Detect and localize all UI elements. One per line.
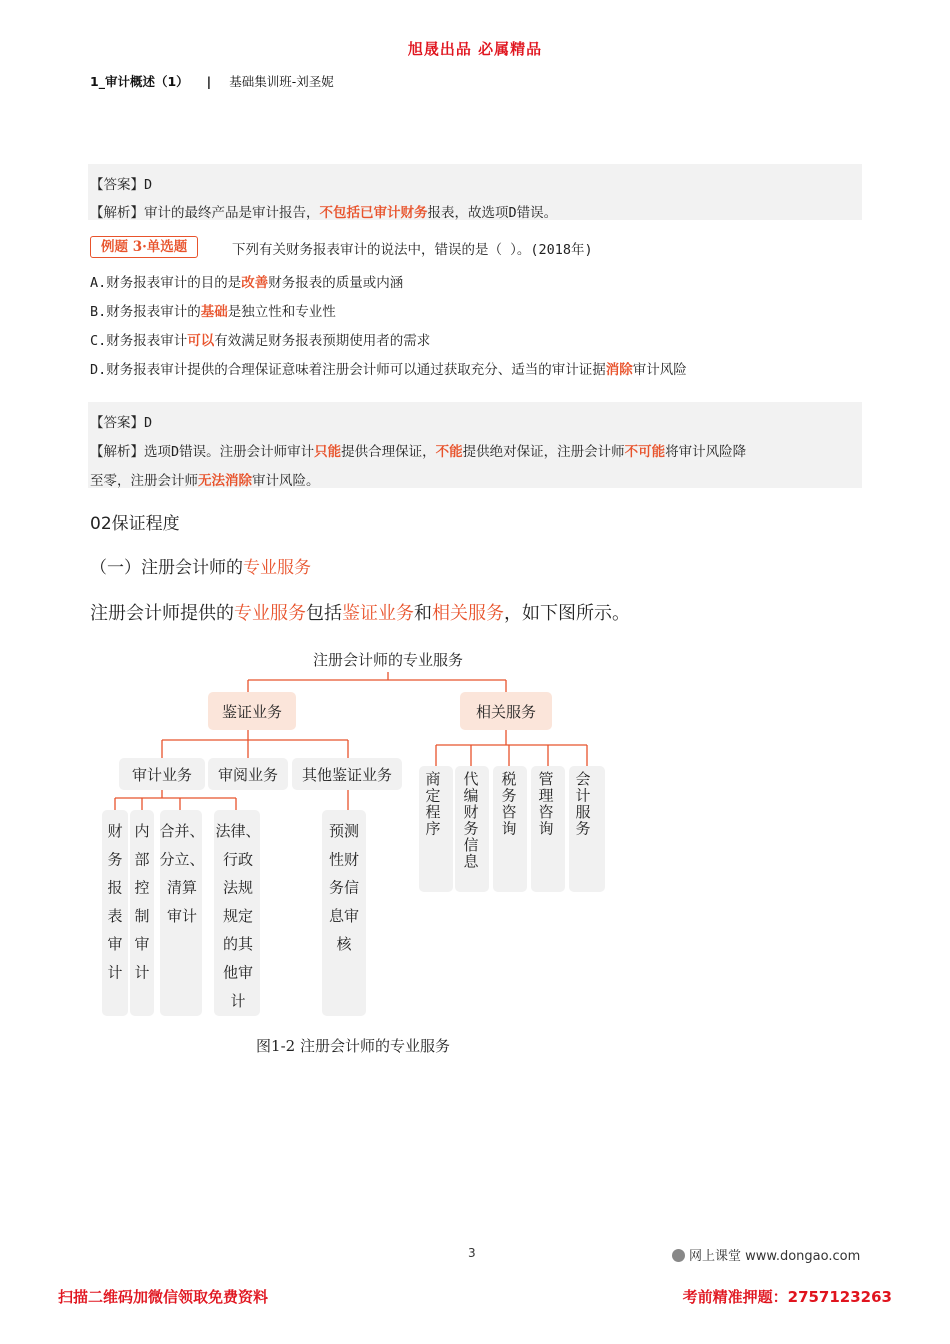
option-a-highlight: 改善: [241, 275, 269, 291]
diagram-related: 相关服务: [475, 703, 537, 721]
diagram-other: 其他鉴证业务: [301, 766, 393, 784]
analysis-2-hl1: 只能: [314, 444, 342, 460]
diagram-review: 审阅业务: [217, 766, 279, 784]
leaf-ic-text: 内: [134, 822, 150, 840]
leaf-fs-text: 审: [107, 935, 123, 954]
page-number: 3: [468, 1246, 476, 1260]
rel-acct-text: 会: [575, 770, 591, 788]
analysis-2-d: 将审计风险降: [665, 444, 747, 460]
option-d-rest: 审计风险: [632, 362, 687, 378]
analysis-2-a: 【解析】选项D错误。注册会计师审计: [90, 444, 315, 460]
analysis-1-b: 报表，故选项D错误。: [427, 205, 558, 221]
leaf-fore-text: 核: [336, 935, 352, 954]
leaf-law-text: 法律、: [215, 822, 261, 840]
leaf-fore-text: 性财: [328, 850, 360, 869]
rel-mgmt-text: 咨: [538, 803, 554, 821]
subheading-text: （一）注册会计师的: [90, 558, 243, 578]
option-b-text: B.财务报表审计的: [90, 304, 201, 320]
site-logo: [672, 1245, 860, 1264]
para-b: 包括: [306, 603, 342, 624]
leaf-fs-text: 务: [107, 850, 123, 869]
leaf-fs-text: 表: [107, 906, 123, 925]
course-subtitle: 基础集训班-刘圣妮: [229, 74, 334, 89]
answer-1: 【答案】D: [90, 177, 153, 193]
leaf-ic-text: 制: [134, 906, 150, 925]
rel-acct-text: 务: [575, 819, 591, 838]
analysis-1-a: 【解析】审计的最终产品是审计报告，: [90, 205, 320, 221]
option-a-text: A.财务报表审计的目的是: [90, 275, 242, 291]
leaf-fs-text: 报: [107, 878, 123, 897]
para-hl1: 专业服务: [234, 603, 306, 624]
logo-icon: [672, 1249, 685, 1262]
rel-agreed-text: 程: [425, 803, 441, 821]
rel-acct-text: 服: [575, 803, 591, 821]
option-a-rest: 财务报表的质量或内涵: [268, 275, 404, 291]
question-stem: 下列有关财务报表审计的说法中，错误的是（ ）。(2018年): [232, 242, 593, 258]
rel-agreed-text: 定: [425, 786, 441, 805]
course-title: 1_审计概述（1）: [90, 74, 189, 89]
analysis-2-hl4: 无法消除: [198, 473, 252, 489]
para-d: ，如下图所示。: [504, 603, 630, 624]
rel-compile-text: 财: [463, 803, 479, 821]
leaf-fore-text: 息审: [328, 906, 360, 925]
para-a: 注册会计师提供的: [90, 603, 234, 624]
rel-tax-text: 务: [501, 786, 517, 805]
analysis-2-f: 审计风险。: [252, 473, 320, 489]
option-b-rest: 是独立性和专业性: [227, 304, 336, 320]
rel-acct-text: 计: [575, 786, 591, 805]
example-tag: 例题 3·单选题: [90, 236, 198, 258]
option-c-text: C.财务报表审计: [90, 333, 188, 349]
rel-tax-text: 询: [501, 819, 517, 838]
leaf-law-text: 他审: [222, 963, 254, 982]
leaf-merge-text: 合并、: [159, 822, 205, 840]
leaf-merge-text: 清算: [166, 878, 198, 897]
para-hl3: 相关服务: [432, 603, 504, 624]
leaf-law-text: 的其: [222, 935, 254, 954]
analysis-1-highlight: 不包括已审计财务: [319, 205, 428, 221]
rel-compile-text: 信: [463, 836, 479, 854]
rel-tax-text: 咨: [501, 803, 517, 821]
diagram-caption: 图1-2 注册会计师的专业服务: [256, 1037, 450, 1055]
leaf-ic-text: 审: [134, 935, 150, 954]
section-heading: 02保证程度: [90, 514, 180, 534]
leaf-fore-text: 预测: [328, 822, 360, 840]
rel-mgmt-text: 管: [538, 770, 554, 788]
rel-mgmt-text: 询: [538, 819, 554, 838]
diagram-audit: 审计业务: [131, 766, 193, 784]
analysis-2-c: 提供绝对保证，注册会计师: [462, 444, 625, 460]
header-separator: |: [206, 74, 212, 89]
promo-left: 扫描二维码加微信领取免费资料: [58, 1288, 269, 1306]
leaf-law-text: 行政: [222, 850, 254, 869]
analysis-2-e: 至零，注册会计师: [90, 473, 198, 489]
rel-mgmt-text: 理: [538, 786, 554, 805]
leaf-fore-text: 务信: [328, 878, 360, 897]
option-d-text: D.财务报表审计提供的合理保证意味着注册会计师可以通过获取充分、适当的审计证据: [90, 362, 606, 378]
leaf-law-text: 法规: [222, 878, 254, 897]
analysis-2-hl3: 不可能: [624, 444, 666, 460]
leaf-ic-text: 部: [134, 850, 150, 869]
rel-compile-text: 息: [463, 852, 479, 871]
answer-2: 【答案】D: [90, 415, 153, 431]
option-d-highlight: 消除: [605, 362, 633, 378]
leaf-ic-text: 控: [134, 878, 150, 897]
rel-agreed-text: 商: [425, 770, 441, 788]
leaf-merge-text: 审计: [166, 906, 198, 925]
leaf-law-text: 规定: [222, 906, 254, 925]
analysis-2-hl2: 不能: [435, 444, 463, 460]
leaf-law-text: 计: [230, 991, 246, 1010]
leaf-merge-text: 分立、: [159, 850, 205, 869]
diagram-assurance: 鉴证业务: [221, 703, 283, 721]
para-c: 和: [414, 603, 432, 624]
subheading-highlight: 专业服务: [243, 558, 311, 578]
option-c-highlight: 可以: [187, 333, 215, 349]
leaf-fs-text: 财: [107, 822, 123, 840]
para-hl2: 鉴证业务: [342, 603, 414, 624]
leaf-ic-text: 计: [134, 963, 150, 982]
leaf-fs-text: 计: [107, 963, 123, 982]
promo-right: 考前精准押题：2757123263: [682, 1288, 892, 1306]
rel-agreed-text: 序: [425, 819, 441, 838]
logo-text: 网上课堂 www.dongao.com: [689, 1249, 861, 1264]
rel-compile-text: 务: [463, 819, 479, 838]
rel-compile-text: 编: [463, 786, 479, 805]
diagram-root: 注册会计师的专业服务: [312, 651, 464, 669]
analysis-2-b: 提供合理保证，: [341, 444, 436, 460]
brand-slogan: 旭晟出品 必属精品: [407, 40, 543, 58]
option-b-highlight: 基础: [200, 304, 228, 320]
rel-tax-text: 税: [501, 770, 517, 788]
rel-compile-text: 代: [463, 770, 479, 788]
option-c-rest: 有效满足财务报表预期使用者的需求: [214, 333, 431, 349]
